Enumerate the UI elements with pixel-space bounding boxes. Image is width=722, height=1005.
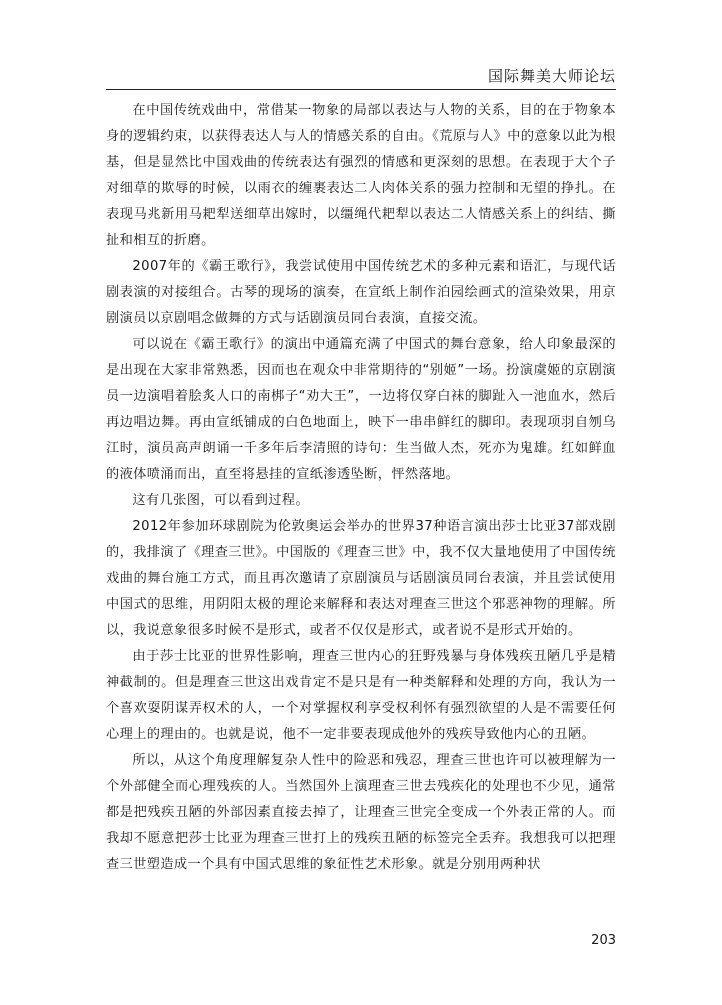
paragraph: 可以说在《霸王歌行》的演出中通篇充满了中国式的舞台意象，给人印象最深的是出现在大家非常熟悉，因而也在观众中非常期待的“别姬”一场。扮演虞姬的京剧演员一边演唱着脍炙人口的南梆子“劝大王”，一边将仅穿白袜的脚趾入一池血水，然后再边唱边舞。再由宣纸铺成的白色地面上，映下一串串鲜红的脚印。表现项羽自刎乌江时，演员高声朗诵一千多年后李清照的诗句：生当做人杰，死亦为鬼雄。红如鲜血的液体喷涌而出，直至将悬挂的宣纸渗透坠断，怦然落地。 <box>106 337 616 482</box>
paragraph: 2012年参加环球剧院为伦敦奥运会举办的世界37种语言演出莎士比亚37部戏剧的，我排演了《理查三世》。中国版的《理查三世》中，我不仅大量地使用了中国传统戏曲的舞台施工方式，而且再次邀请了京剧演员与话剧演员同台表演，并且尝试使用中国式的思维，用阴阳太极的理论来解释和表达对理查三世这个邪恶神物的理解。所以，我说意象很多时候不是形式，或者不仅仅是形式，或者说不是形式开始的。 <box>106 519 616 638</box>
page-number: 203 <box>591 933 616 948</box>
paragraph: 在中国传统戏曲中，常借某一物象的局部以表达与人物的关系，目的在于物象本身的逻辑约束，以获得表达人与人的情感关系的自由。《荒原与人》中的意象以此为根基，但是显然比中国戏曲的传统表达有强烈的情感和更深刻的思想。在表现于大个子对细草的欺辱的时候，以雨衣的缠裹表达二人肉体关系的强力控制和无望的挣扎。在表现马兆新用马耙犁送细草出嫁时，以缰绳代耙犁以表达二人情感关系上的纠结、撕扯和相互的折磨。 <box>106 103 616 248</box>
running-header: 国际舞美大师论坛 <box>487 67 616 85</box>
paragraph: 由于莎士比亚的世界性影响，理查三世内心的狂野残暴与身体残疾丑陋几乎是精神截制的。但是理查三世这出戏肯定不是只是有一种类解释和处理的方向，我认为一个喜欢耍阴谋弄权术的人，一个对掌握权利享受权利怀有强烈欲望的人是不需要任何心理上的理由的。也就是说，他不一定非要表现成他外的残疾导致他内心的丑陋。 <box>106 649 616 742</box>
body-text <box>106 98 616 878</box>
paragraph: 这有几张图，可以看到过程。 <box>132 493 310 508</box>
header-rule <box>106 89 616 90</box>
paragraph: 2007年的《霸王歌行》，我尝试使用中国传统艺术的多种元素和语汇，与现代话剧表演的对接组合。古琴的现场的演奏，在宣纸上制作泊园绘画式的渲染效果，用京剧演员以京剧唱念做舞的方式与话剧演员同台表演，直接交流。 <box>106 259 616 326</box>
paragraph: 所以，从这个角度理解复杂人性中的险恶和残忍，理查三世也许可以被理解为一个外部健全而心理残疾的人。当然国外上演理查三世去残疾化的处理也不少见，通常都是把残疾丑陋的外部因素直接去掉了，让理查三世完全变成一个外表正常的人。而我却不愿意把莎士比亚为理查三世打上的残疾丑陋的标签完全丢弃。我想我可以把理查三世塑造成一个具有中国式思维的象征性艺术形象。就是分别用两种状 <box>106 753 616 872</box>
